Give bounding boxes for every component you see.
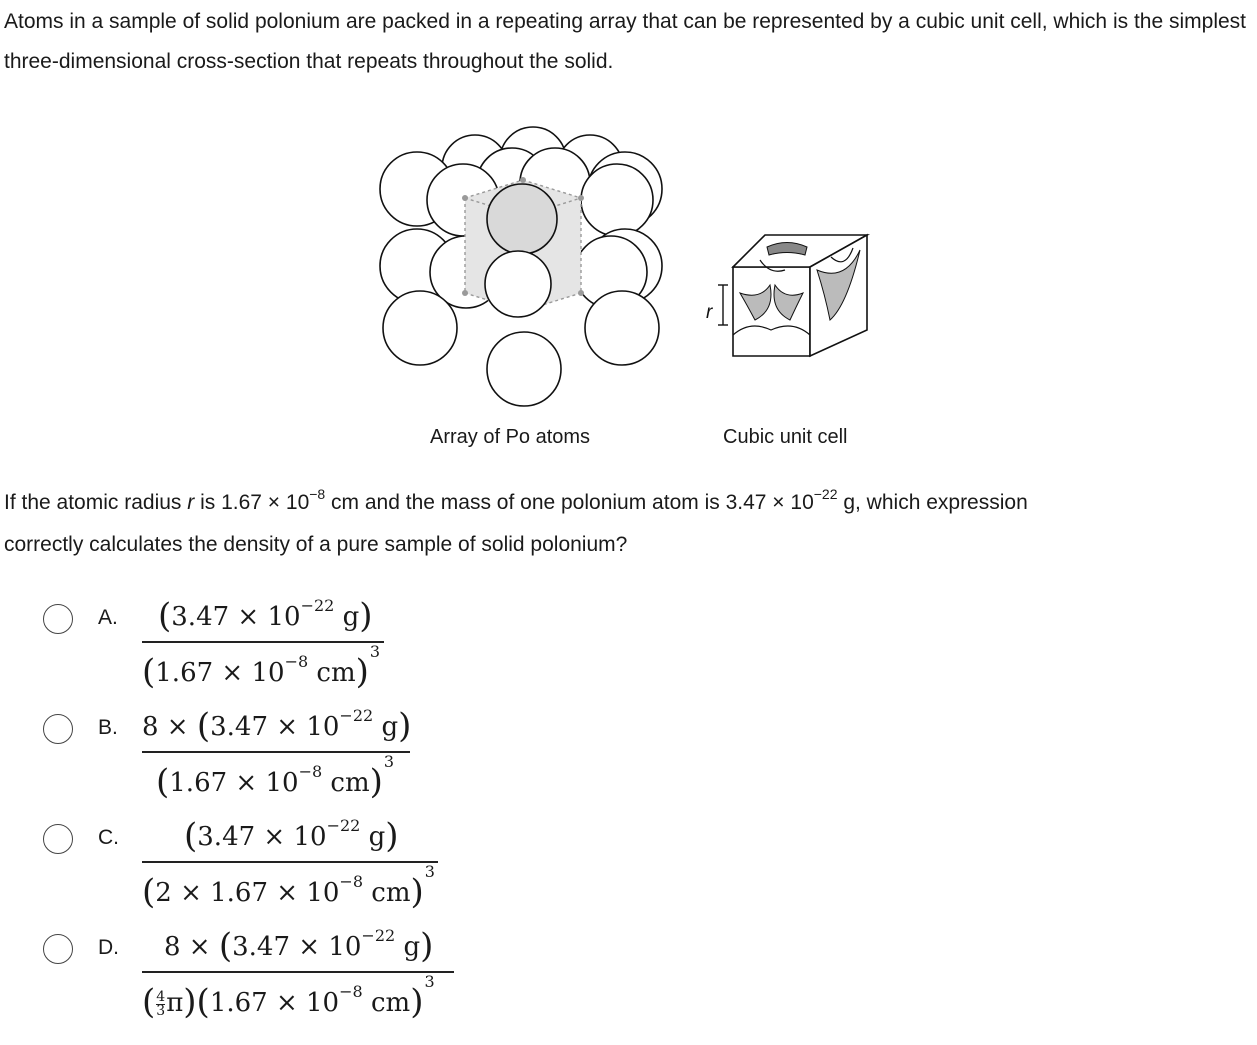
answer-option-c[interactable] (0, 810, 600, 920)
atom (383, 291, 457, 365)
fraction-bar (142, 971, 454, 973)
option-letter: C. (98, 826, 119, 849)
radius-marker (718, 285, 728, 325)
option-letter: A. (98, 606, 118, 629)
answer-option-d[interactable] (0, 920, 600, 1030)
question-line-1: If the atomic radius r is $1.67 \times 10^{-8}$ cm and the mass of one polonium atom is $3.47 \times 10^{-22}$ g, which expression (4, 486, 1028, 514)
atom-array (380, 127, 662, 406)
radio-button-b[interactable] (43, 714, 73, 744)
fraction-bar (142, 751, 410, 753)
question-text (4, 482, 1254, 566)
fraction-bar (142, 861, 438, 863)
option-letter: D. (98, 936, 119, 959)
atom (581, 164, 653, 236)
option-letter: B. (98, 716, 118, 739)
cell-front-face (733, 267, 810, 356)
answer-option-a[interactable] (0, 590, 600, 700)
question-line-2: correctly calculates the density of a pure sample of solid polonium? (4, 533, 628, 556)
radio-button-a[interactable] (43, 604, 73, 634)
figure-drawing (375, 120, 885, 420)
numerator: $8 \times (3.47 \times 10^{-22}$ g) (164, 926, 434, 966)
intro-text: Atoms in a sample of solid polonium are packed in a repeating array that can be represented by a cubic unit cell, which is the simplest three-dimensional cross-section that repeats throughout the solid. (4, 10, 1246, 73)
four-thirds: $\frac{4}{3}$ (156, 988, 166, 1019)
radio-button-c[interactable] (43, 824, 73, 854)
cell-caption: Cubic unit cell (723, 426, 848, 448)
unit-cell-diagram (733, 235, 867, 356)
denominator: ($1.67 \times 10^{-8}$ cm)$^3$ (142, 642, 381, 692)
atom (585, 291, 659, 365)
array-caption: Array of Po atoms (430, 426, 591, 448)
answer-option-b[interactable] (0, 700, 600, 810)
atom (487, 332, 561, 406)
numerator: $8 \times (3.47 \times 10^{-22}$ g) (142, 706, 412, 746)
denominator: ($2 \times 1.67 \times 10^{-8}$ cm)$^3$ (142, 862, 435, 912)
fraction-bar (142, 641, 384, 643)
numerator: ($3.47 \times 10^{-22}$ g) (158, 596, 373, 636)
denominator: ($1.67 \times 10^{-8}$ cm)$^3$ (156, 752, 395, 802)
polonium-figure (375, 120, 885, 460)
atom-highlighted (487, 184, 557, 254)
radius-label: r (706, 302, 713, 323)
denominator: ( $\frac{4}{3}$ $\pi)(1.67 \times 10^{-8}$ cm)$^3$ (142, 972, 435, 1022)
atom (485, 251, 551, 317)
numerator: ($3.47 \times 10^{-22}$ g) (184, 816, 399, 856)
radio-button-d[interactable] (43, 934, 73, 964)
